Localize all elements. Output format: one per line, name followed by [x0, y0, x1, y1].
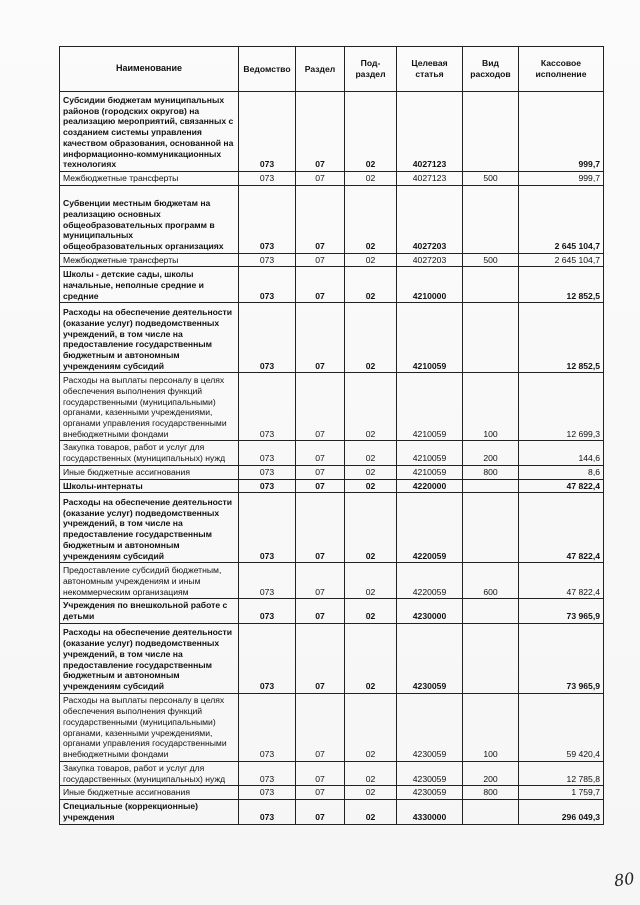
- cell-name: Школы-интернаты: [60, 479, 239, 493]
- cell-section: 07: [296, 761, 345, 785]
- cell-type: 500: [463, 172, 519, 186]
- table-row: [60, 185, 604, 253]
- cell-amount: 47 822,4: [519, 563, 604, 599]
- table-row: [60, 303, 604, 373]
- cell-subsection: 02: [345, 441, 397, 465]
- cell-article: 4027123: [397, 172, 463, 186]
- cell-dept: 073: [239, 761, 296, 785]
- cell-article: 4210059: [397, 373, 463, 441]
- header-expense-type: Вид расходов: [463, 47, 519, 92]
- cell-name: Расходы на выплаты персоналу в целях обеспечения выполнения функций государственными (муниципальными) органами, казенными учреждениями, органами управления государственными внебюджетными фондами: [60, 693, 239, 761]
- cell-section: 07: [296, 786, 345, 800]
- cell-article: 4230059: [397, 761, 463, 785]
- cell-name: Школы - детские сады, школы начальные, неполные средние и средние: [60, 267, 239, 303]
- cell-amount: 2 645 104,7: [519, 185, 604, 253]
- cell-section: 07: [296, 800, 345, 824]
- cell-amount: 12 852,5: [519, 267, 604, 303]
- cell-section: 07: [296, 465, 345, 479]
- cell-subsection: 02: [345, 253, 397, 267]
- cell-type: 500: [463, 253, 519, 267]
- cell-amount: 12 852,5: [519, 303, 604, 373]
- cell-section: 07: [296, 493, 345, 563]
- cell-amount: 2 645 104,7: [519, 253, 604, 267]
- cell-article: 4210000: [397, 267, 463, 303]
- cell-type: [463, 493, 519, 563]
- cell-dept: 073: [239, 253, 296, 267]
- cell-dept: 073: [239, 479, 296, 493]
- budget-execution-table: [59, 46, 604, 825]
- header-article: Целевая статья: [397, 47, 463, 92]
- cell-article: 4220059: [397, 563, 463, 599]
- cell-article: 4230059: [397, 623, 463, 693]
- cell-name: Межбюджетные трансферты: [60, 253, 239, 267]
- cell-section: 07: [296, 253, 345, 267]
- table-row: [60, 267, 604, 303]
- table-row: [60, 761, 604, 785]
- cell-type: [463, 185, 519, 253]
- cell-article: 4027203: [397, 253, 463, 267]
- table-row: [60, 563, 604, 599]
- cell-article: 4230059: [397, 693, 463, 761]
- cell-dept: 073: [239, 693, 296, 761]
- cell-dept: 073: [239, 563, 296, 599]
- cell-name: Расходы на обеспечение деятельности (оказание услуг) подведомственных учреждений, в том числе на предоставление государственным бюджетным и автономным учреждениям субсидий: [60, 303, 239, 373]
- table-row: [60, 493, 604, 563]
- cell-subsection: 02: [345, 761, 397, 785]
- table-row: [60, 465, 604, 479]
- cell-dept: 073: [239, 303, 296, 373]
- cell-amount: 47 822,4: [519, 479, 604, 493]
- cell-dept: 073: [239, 493, 296, 563]
- table-header-row: [60, 47, 604, 92]
- cell-dept: 073: [239, 92, 296, 172]
- cell-dept: 073: [239, 373, 296, 441]
- cell-article: 4210059: [397, 303, 463, 373]
- cell-amount: 73 965,9: [519, 623, 604, 693]
- cell-subsection: 02: [345, 599, 397, 623]
- cell-name: Иные бюджетные ассигнования: [60, 465, 239, 479]
- cell-subsection: 02: [345, 92, 397, 172]
- table-row: [60, 92, 604, 172]
- cell-dept: 073: [239, 465, 296, 479]
- cell-amount: 999,7: [519, 172, 604, 186]
- cell-amount: 47 822,4: [519, 493, 604, 563]
- cell-type: 200: [463, 441, 519, 465]
- cell-subsection: 02: [345, 172, 397, 186]
- cell-amount: 59 420,4: [519, 693, 604, 761]
- table-row: [60, 786, 604, 800]
- cell-article: 4210059: [397, 465, 463, 479]
- cell-subsection: 02: [345, 267, 397, 303]
- cell-dept: 073: [239, 623, 296, 693]
- cell-section: 07: [296, 441, 345, 465]
- cell-dept: 073: [239, 441, 296, 465]
- header-name: Наименование: [60, 47, 239, 92]
- cell-dept: 073: [239, 800, 296, 824]
- cell-name: Закупка товаров, работ и услуг для государственных (муниципальных) нужд: [60, 441, 239, 465]
- table-row: [60, 253, 604, 267]
- header-section: Раздел: [296, 47, 345, 92]
- header-dept: Ведомство: [239, 47, 296, 92]
- cell-amount: 1 759,7: [519, 786, 604, 800]
- cell-type: 100: [463, 693, 519, 761]
- cell-dept: 073: [239, 185, 296, 253]
- cell-amount: 12 785,8: [519, 761, 604, 785]
- cell-name: Межбюджетные трансферты: [60, 172, 239, 186]
- cell-amount: 8,6: [519, 465, 604, 479]
- cell-article: 4230000: [397, 599, 463, 623]
- table-row: [60, 479, 604, 493]
- cell-subsection: 02: [345, 185, 397, 253]
- cell-section: 07: [296, 185, 345, 253]
- cell-name: Расходы на выплаты персоналу в целях обеспечения выполнения функций государственными (муниципальными) органами, казенными учреждениями, органами управления государственными внебюджетными фондами: [60, 373, 239, 441]
- cell-subsection: 02: [345, 623, 397, 693]
- cell-article: 4220000: [397, 479, 463, 493]
- cell-name: Субвенции местным бюджетам на реализацию основных общеобразовательных программ в муниципальных общеобразовательных организациях: [60, 185, 239, 253]
- cell-name: Специальные (коррекционные) учреждения: [60, 800, 239, 824]
- cell-section: 07: [296, 303, 345, 373]
- cell-name: Расходы на обеспечение деятельности (оказание услуг) подведомственных учреждений, в том числе на предоставление государственным бюджетным и автономным учреждениям субсидий: [60, 493, 239, 563]
- table-row: [60, 623, 604, 693]
- cell-subsection: 02: [345, 800, 397, 824]
- cell-dept: 073: [239, 267, 296, 303]
- cell-type: [463, 599, 519, 623]
- cell-type: 800: [463, 465, 519, 479]
- cell-section: 07: [296, 92, 345, 172]
- cell-subsection: 02: [345, 465, 397, 479]
- cell-dept: 073: [239, 172, 296, 186]
- cell-section: 07: [296, 563, 345, 599]
- cell-amount: 296 049,3: [519, 800, 604, 824]
- cell-amount: 999,7: [519, 92, 604, 172]
- cell-subsection: 02: [345, 563, 397, 599]
- cell-section: 07: [296, 599, 345, 623]
- cell-type: [463, 623, 519, 693]
- table-row: [60, 373, 604, 441]
- cell-article: 4027123: [397, 92, 463, 172]
- cell-type: 200: [463, 761, 519, 785]
- cell-section: 07: [296, 172, 345, 186]
- cell-article: 4210059: [397, 441, 463, 465]
- cell-dept: 073: [239, 786, 296, 800]
- cell-amount: 144,6: [519, 441, 604, 465]
- cell-type: [463, 479, 519, 493]
- cell-subsection: 02: [345, 786, 397, 800]
- cell-name: Субсидии бюджетам муниципальных районов (городских округов) на реализацию мероприятий, связанных с созданием системы управления качеством образования, основанной на информационно-коммуникационных технологиях: [60, 92, 239, 172]
- table-row: [60, 800, 604, 824]
- header-amount: Кассовое исполнение: [519, 47, 604, 92]
- table-row: [60, 693, 604, 761]
- cell-name: Предоставление субсидий бюджетным, автономным учреждениям и иным некоммерческим организациям: [60, 563, 239, 599]
- cell-article: 4230059: [397, 786, 463, 800]
- cell-name: Закупка товаров, работ и услуг для государственных (муниципальных) нужд: [60, 761, 239, 785]
- table-row: [60, 599, 604, 623]
- cell-section: 07: [296, 623, 345, 693]
- cell-amount: 73 965,9: [519, 599, 604, 623]
- cell-name: Расходы на обеспечение деятельности (оказание услуг) подведомственных учреждений, в том числе на предоставление государственным бюджетным и автономным учреждениям субсидий: [60, 623, 239, 693]
- cell-name: Учреждения по внешкольной работе с детьми: [60, 599, 239, 623]
- cell-type: 800: [463, 786, 519, 800]
- page-number: 80: [612, 868, 636, 891]
- cell-section: 07: [296, 267, 345, 303]
- cell-dept: 073: [239, 599, 296, 623]
- cell-amount: 12 699,3: [519, 373, 604, 441]
- cell-subsection: 02: [345, 693, 397, 761]
- cell-subsection: 02: [345, 493, 397, 563]
- cell-article: 4330000: [397, 800, 463, 824]
- cell-type: [463, 800, 519, 824]
- cell-name: Иные бюджетные ассигнования: [60, 786, 239, 800]
- cell-type: [463, 303, 519, 373]
- header-subsection: Под- раздел: [345, 47, 397, 92]
- cell-section: 07: [296, 373, 345, 441]
- cell-type: 100: [463, 373, 519, 441]
- cell-type: [463, 92, 519, 172]
- cell-subsection: 02: [345, 373, 397, 441]
- cell-subsection: 02: [345, 303, 397, 373]
- cell-subsection: 02: [345, 479, 397, 493]
- cell-section: 07: [296, 693, 345, 761]
- cell-section: 07: [296, 479, 345, 493]
- cell-type: [463, 267, 519, 303]
- cell-type: 600: [463, 563, 519, 599]
- cell-article: 4220059: [397, 493, 463, 563]
- cell-article: 4027203: [397, 185, 463, 253]
- table-row: [60, 441, 604, 465]
- table-row: [60, 172, 604, 186]
